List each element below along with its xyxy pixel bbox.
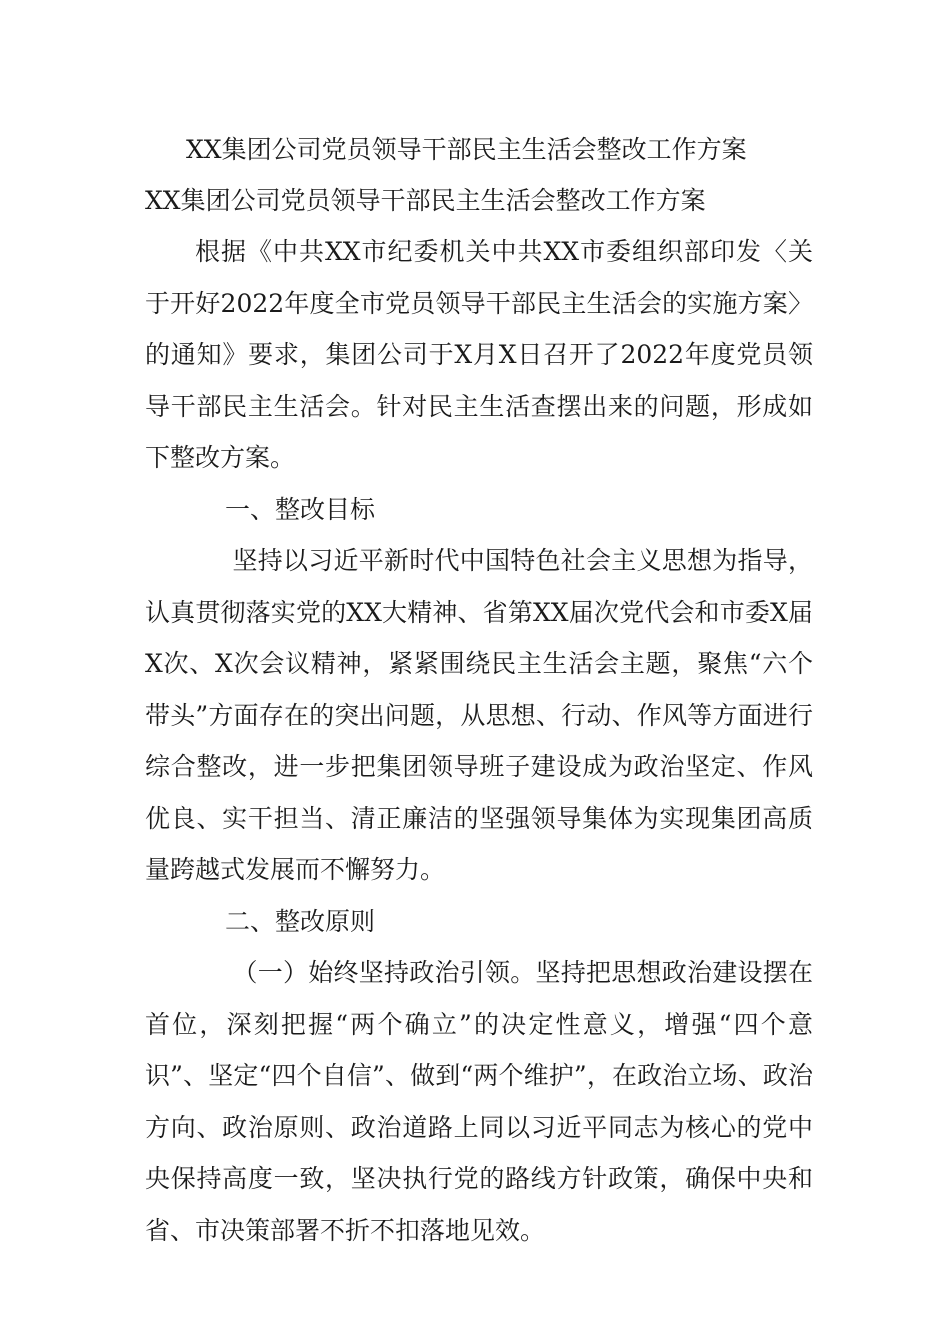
document-subtitle: XX集团公司党员领导干部民主生活会整改工作方案 — [145, 186, 706, 215]
section-heading-goals: 一、整改目标 — [225, 494, 376, 524]
principle-paragraph-1: （一）始终坚持政治引领。坚持把思想政治建设摆在首位，深刻把握“两个确立”的决定性意义，增强“四个意识”、坚定“四个自信”、做到“两个维护”，在政治立场、政治方向、政治原则、政治道路上同以习近平同志为核心的党中央保持高度一致，坚决执行党的路线方针政策，确保中央和省、市决策部署不折不扣落地见效。 — [145, 958, 813, 1245]
document-title: XX集团公司党员领导干部民主生活会整改工作方案 — [186, 135, 747, 164]
intro-paragraph: 根据《中共XX市纪委机关中共XX市委组织部印发〈关于开好2022年度全市党员领导干部民主生活会的实施方案〉的通知》要求，集团公司于X月X日召开了2022年度党员领导干部民主生活会。针对民主生活查摆出来的问题，形成如下整改方案。 — [145, 237, 813, 472]
section-heading-principles: 二、整改原则 — [225, 906, 376, 936]
document-body — [145, 226, 813, 1256]
goals-paragraph: 坚持以习近平新时代中国特色社会主义思想为指导，认真贯彻落实党的XX大精神、省第XX届次党代会和市委X届X次、X次会议精神，紧紧围绕民主生活会主题，聚焦“六个带头”方面存在的突出问题，从思想、行动、作风等方面进行综合整改，进一步把集团领导班子建设成为政治坚定、作风优良、实干担当、清正廉洁的坚强领导集体为实现集团高质量跨越式发展而不懈努力。 — [145, 546, 813, 884]
